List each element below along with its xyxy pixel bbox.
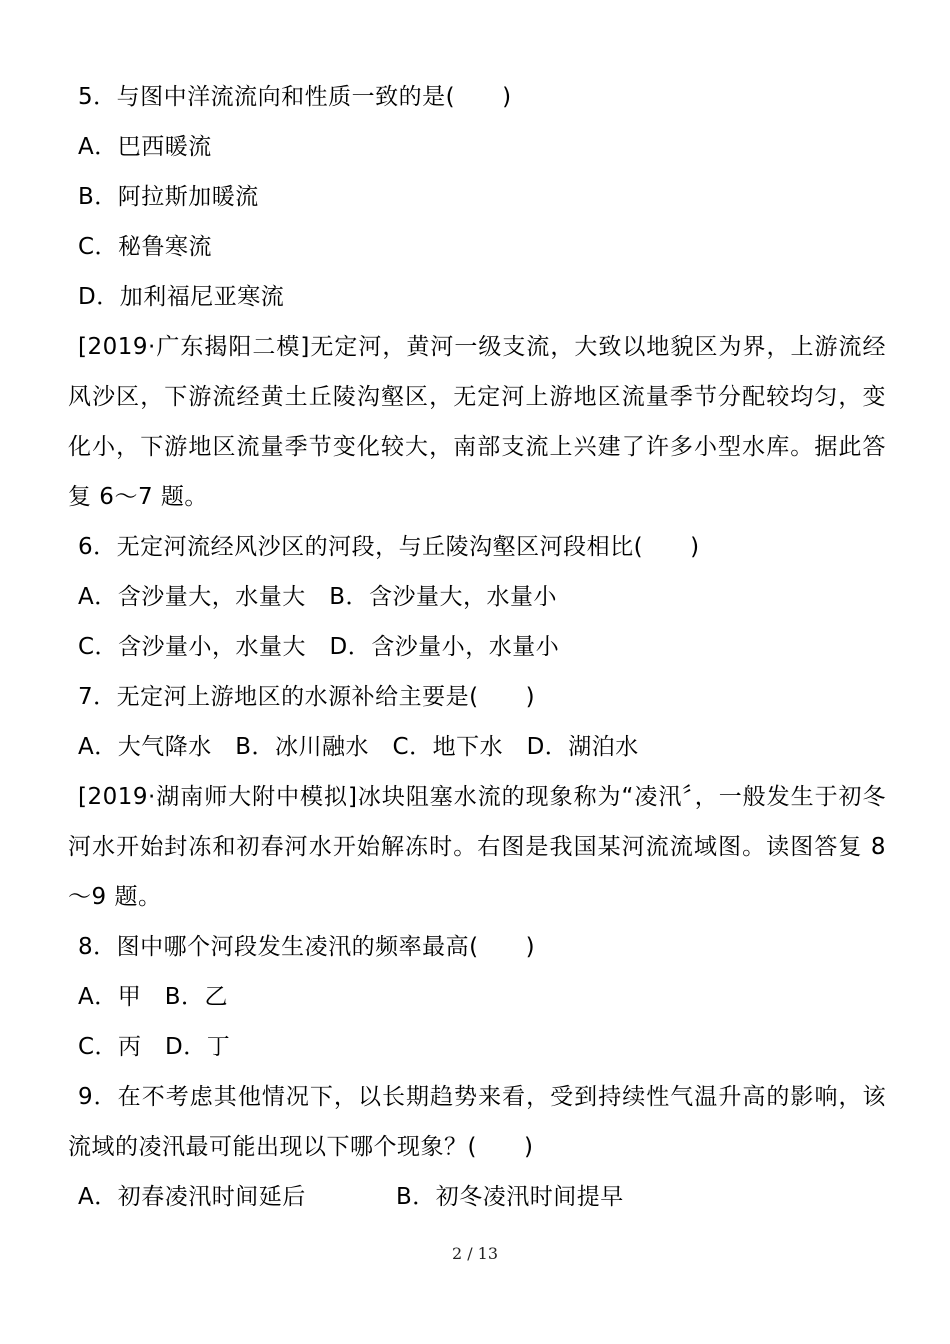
question-6-options-cd: C．含沙量小，水量大 D．含沙量小，水量小	[78, 634, 560, 660]
intro-questions-6-7: [2019·广东揭阳二模]无定河，黄河一级支流，大致以地貌区为界，上游流经风沙区，下游流经黄土丘陵沟壑区，无定河上游地区流量季节分配较均匀，变化小，下游地区流量季节变化较大，南部支流上兴建了许多小型水库。据此答复 6～7 题。	[68, 334, 886, 510]
question-9-option-a: A．初春凌汛时间延后	[78, 1184, 306, 1210]
question-5-option-c: C．秘鲁寒流	[78, 234, 213, 260]
question-6-stem: 6．无定河流经风沙区的河段，与丘陵沟壑区河段相比( )	[78, 534, 700, 560]
question-8-options-cd: C．丙 D．丁	[78, 1034, 231, 1060]
question-5-option-a: A．巴西暖流	[78, 134, 212, 160]
question-8-stem: 8．图中哪个河段发生凌汛的频率最高( )	[78, 934, 536, 960]
question-5-stem: 5．与图中洋流流向和性质一致的是( )	[78, 84, 512, 110]
question-9-stem: 9．在不考虑其他情况下，以长期趋势来看，受到持续性气温升高的影响，该流域的凌汛最可能出现以下哪个现象？( )	[68, 1084, 886, 1160]
question-5-option-d: D．加利福尼亚寒流	[78, 284, 285, 310]
intro-questions-8-9: [2019·湖南师大附中模拟]冰块阻塞水流的现象称为“凌汛〞，一般发生于初冬河水开始封冻和初春河水开始解冻时。右图是我国某河流流域图。读图答复 8～9 题。	[68, 784, 886, 910]
question-5-option-b: B．阿拉斯加暖流	[78, 184, 259, 210]
question-9-option-b: B．初冬凌汛时间提早	[396, 1184, 624, 1210]
page-number: 2 / 13	[451, 1244, 499, 1263]
question-7-stem: 7．无定河上游地区的水源补给主要是( )	[78, 684, 536, 710]
question-7-options: A．大气降水 B．冰川融水 C．地下水 D．湖泊水	[78, 734, 639, 760]
question-6-options-ab: A．含沙量大，水量大 B．含沙量大，水量小	[78, 584, 558, 610]
question-8-options-ab: A．甲 B．乙	[78, 984, 229, 1010]
